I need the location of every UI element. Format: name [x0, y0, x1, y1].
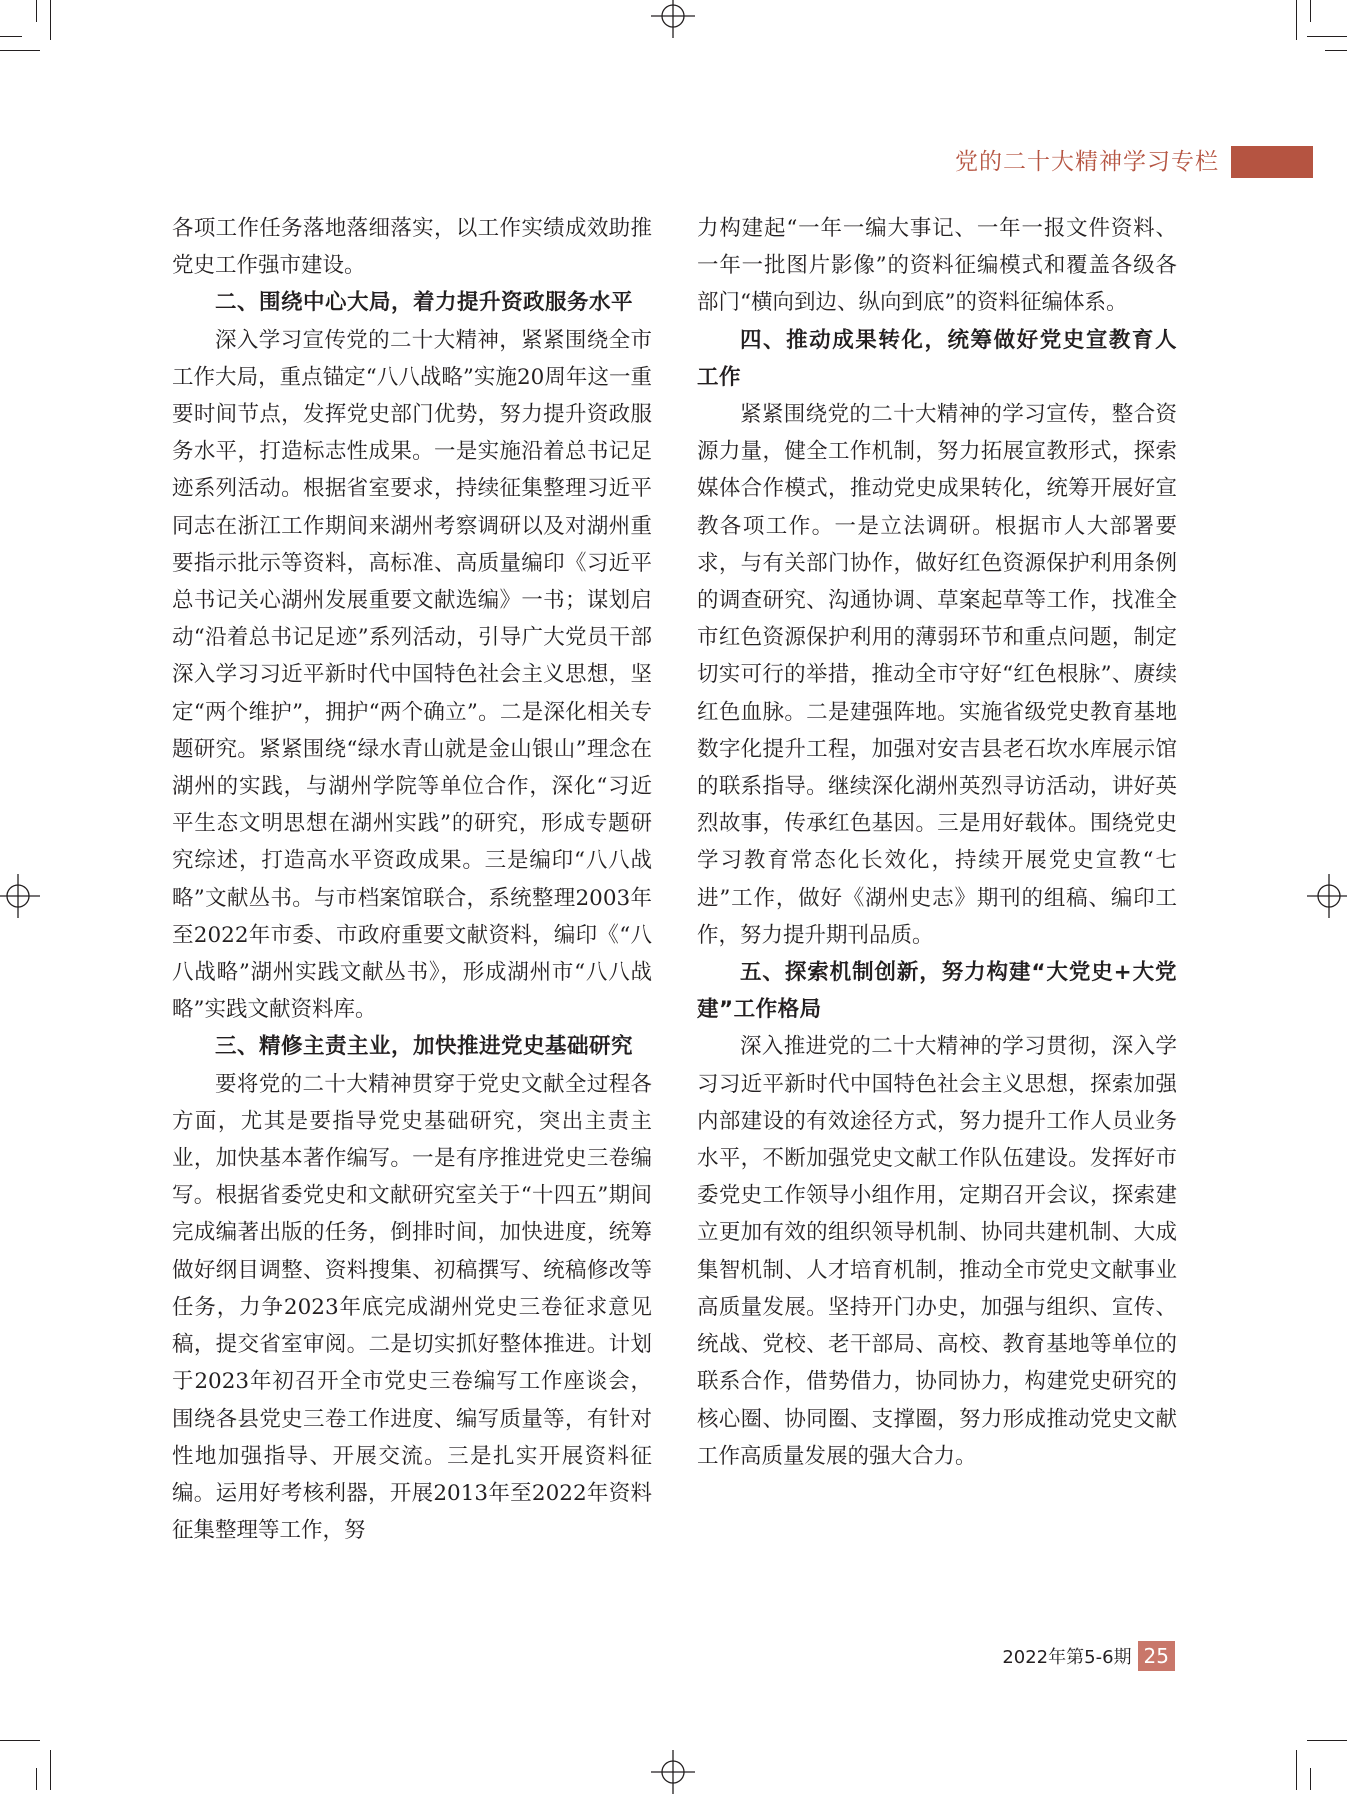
crop-mark: [36, 0, 37, 22]
paragraph: 深入推进党的二十大精神的学习贯彻，深入学习习近平新时代中国特色社会主义思想，探索加强内部建设的有效途径方式，努力提升工作人员业务水平，不断加强党史文献工作队伍建设。发挥好市委党史工作领导小组作用，定期召开会议，探索建立更加有效的组织领导机制、协同共建机制、大成集智机制、人才培育机制，推动全市党史文献事业高质量发展。坚持开门办史，加强与组织、宣传、统战、党校、老干部局、高校、教育基地等单位的联系合作，借势借力，协同协力，构建党史研究的核心圈、协同圈、支撑圈，努力形成推动党史文献工作高质量发展的强大合力。: [697, 1034, 1177, 1469]
crop-mark: [50, 1750, 51, 1790]
section-heading: 二、围绕中心大局，着力提升资政服务水平: [215, 290, 634, 316]
page-number: 25: [1138, 1641, 1175, 1671]
registration-mark-icon: [0, 874, 40, 918]
section-heading: 三、精修主责主业，加快推进党史基础研究: [215, 1034, 634, 1060]
crop-mark: [1307, 1740, 1347, 1741]
crop-mark: [1310, 1768, 1311, 1790]
section-heading: 五、探索机制创新，努力构建“大党史+大党建”工作格局: [697, 960, 1177, 1023]
left-column: [172, 210, 652, 1549]
crop-mark: [1307, 36, 1347, 37]
registration-mark-icon: [651, 0, 695, 38]
crop-mark: [1296, 0, 1297, 40]
crop-mark: [0, 36, 22, 37]
paragraph: 深入学习宣传党的二十大精神，紧紧围绕全市工作大局，重点锚定“八八战略”实施20周年这一重要时间节点，发挥党史部门优势，努力提升资政服务水平，打造标志性成果。一是实施沿着总书记足迹系列活动。根据省室要求，持续征集整理习近平同志在浙江工作期间来湖州考察调研以及对湖州重要指示批示等资料，高标准、高质量编印《习近平总书记关心湖州发展重要文献选编》一书；谋划启动“沿着总书记足迹”系列活动，引导广大党员干部深入学习习近平新时代中国特色社会主义思想，坚定“两个维护”，拥护“两个确立”。二是深化相关专题研究。紧紧围绕“绿水青山就是金山银山”理念在湖州的实践，与湖州学院等单位合作，深化“习近平生态文明思想在湖州实践”的研究，形成专题研究综述，打造高水平资政成果。三是编印“八八战略”文献丛书。与市档案馆联合，系统整理2003年至2022年市委、市政府重要文献资料，编印《“八八战略”湖州实践文献丛书》，形成湖州市“八八战略”实践文献资料库。: [172, 327, 652, 1023]
registration-mark-icon: [651, 1750, 695, 1794]
page-footer: [1002, 1641, 1175, 1671]
paragraph: 紧紧围绕党的二十大精神的学习宣传，整合资源力量，健全工作机制，努力拓展宣教形式，探索媒体合作模式，推动党史成果转化，统筹开展好宣教各项工作。一是立法调研。根据市人大部署要求，与有关部门协作，做好红色资源保护利用条例的调查研究、沟通协调、草案起草等工作，找准全市红色资源保护利用的薄弱环节和重点问题，制定切实可行的举措，推动全市守好“红色根脉”、赓续红色血脉。二是建强阵地。实施省级党史教育基地数字化提升工程，加强对安吉县老石坎水库展示馆的联系指导。继续深化湖州英烈寻访活动，讲好英烈故事，传承红色基因。三是用好载体。围绕党史学习教育常态化长效化，持续开展党史宣教“七进”工作，做好《湖州史志》期刊的组稿、编印工作，努力提升期刊品质。: [697, 402, 1177, 948]
crop-mark: [1325, 50, 1347, 51]
column-header: [955, 146, 1313, 178]
paragraph: 要将党的二十大精神贯穿于党史文献全过程各方面，尤其是要指导党史基础研究，突出主责主业，加快基本著作编写。一是有序推进党史三卷编写。根据省委党史和文献研究室关于“十四五”期间完成编著出版的任务，倒排时间，加快进度，统筹做好纲目调整、资料搜集、初稿撰写、统稿修改等任务，力争2023年底完成湖州党史三卷征求意见稿，提交省室审阅。二是切实抓好整体推进。计划于2023年初召开全市党史三卷编写工作座谈会，围绕各县党史三卷工作进度、编写质量等，有针对性地加强指导、开展交流。三是扎实开展资料征编。运用好考核利器，开展2013年至2022年资料征集整理等工作，努: [172, 1071, 652, 1544]
section-heading: 四、推动成果转化，统筹做好党史宣教育人工作: [697, 327, 1177, 390]
crop-mark: [1296, 1750, 1297, 1790]
paragraph: 各项工作任务落地落细落实，以工作实绩成效助推党史工作强市建设。: [172, 216, 652, 279]
column-title: 党的二十大精神学习专栏: [955, 149, 1219, 175]
issue-label: 2022年第5-6期: [1002, 1647, 1132, 1668]
crop-mark: [0, 50, 40, 51]
registration-mark-icon: [1307, 874, 1347, 918]
paragraph: 力构建起“一年一编大事记、一年一报文件资料、一年一批图片影像”的资料征编模式和覆盖各级各部门“横向到边、纵向到底”的资料征编体系。: [697, 216, 1177, 316]
crop-mark: [0, 1740, 40, 1741]
crop-mark: [1310, 0, 1311, 22]
right-column: [697, 210, 1177, 1475]
crop-mark: [50, 0, 51, 40]
header-color-bar: [1231, 146, 1313, 178]
crop-mark: [36, 1768, 37, 1790]
